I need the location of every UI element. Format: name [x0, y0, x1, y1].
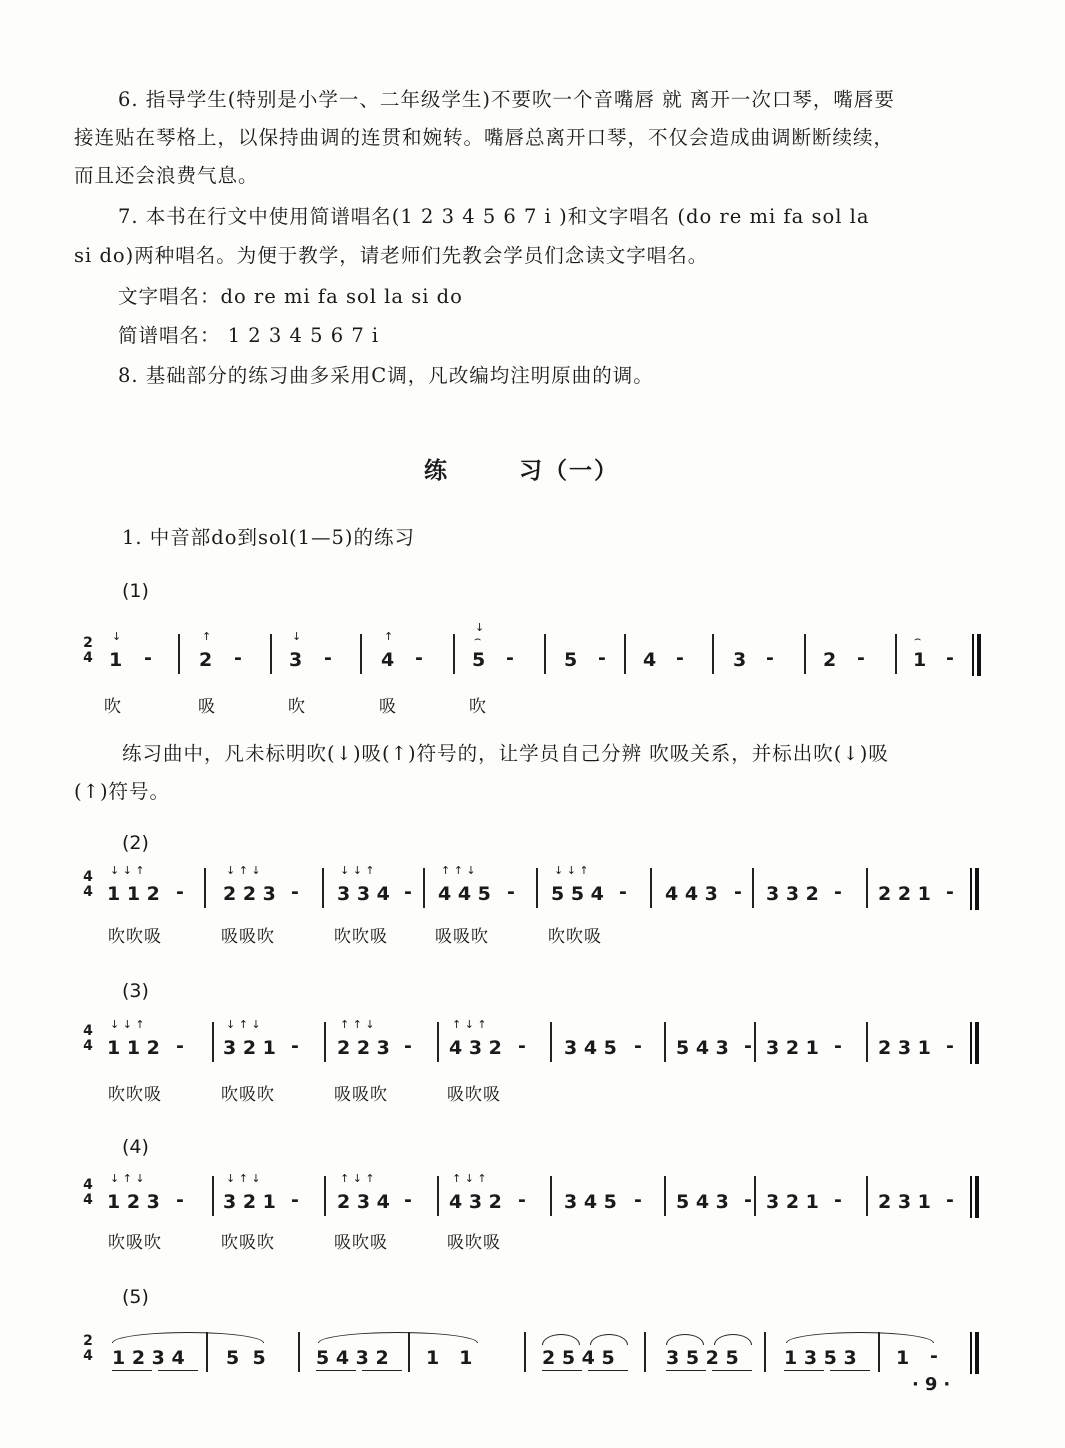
- exercise-4-label: (4): [122, 1136, 149, 1158]
- exercise-3-lyric: 吸吹吸: [447, 1085, 501, 1105]
- exercise-2-lyric: 吹吹吸: [334, 927, 388, 947]
- page-number: ·9·: [912, 1374, 957, 1395]
- exercise-3-lyric: 吹吸吹: [221, 1085, 275, 1105]
- exercise-1-lyric: 吸: [379, 697, 397, 717]
- exercise-3-label: (3): [122, 980, 149, 1002]
- subsection-heading: 1. 中音部do到sol(1—5)的练习: [122, 526, 416, 549]
- exercise-2-lyric: 吸吸吹: [221, 927, 275, 947]
- exercise-1-staff: 2 4 ↓ 1 - ↑ 2 - ↓ 3 - ↑ 4 - ↓ ⌢ 5 - 5 - 4 - 3 - 2 - ⌢ 1 -: [78, 628, 990, 688]
- para-6-line-1: 6. 指导学生(特别是小学一、二年级学生)不要吹一个音嘴唇 就 离开一次口琴，嘴唇要: [118, 88, 895, 111]
- exercise-4-lyric: 吸吹吸: [447, 1233, 501, 1253]
- jianpu-solfege-names: 简谱唱名： 1 2 3 4 5 6 7 i: [118, 324, 380, 347]
- time-signature: 4 4: [83, 1023, 93, 1054]
- time-signature: 2 4: [83, 1333, 93, 1364]
- exercise-1-lyric: 吹: [288, 697, 306, 717]
- para-6-line-3: 而且还会浪费气息。: [74, 164, 259, 187]
- breath-note-line-1: 练习曲中，凡未标明吹(↓)吸(↑)符号的，让学员自己分辨 吹吸关系，并标出吹(↓)吸: [122, 742, 889, 765]
- time-signature: 4 4: [83, 1177, 93, 1208]
- exercise-1-lyric: 吹: [104, 697, 122, 717]
- breath-note-line-2: (↑)符号。: [74, 780, 171, 803]
- para-6-line-2: 接连贴在琴格上，以保持曲调的连贯和婉转。嘴唇总离开口琴，不仅会造成曲调断断续续，: [74, 126, 895, 149]
- time-signature: 2 4: [83, 635, 93, 666]
- exercise-2-staff: 4 4 ↓ ↓ ↑ 1 1 2 - ↓ ↑ ↓ 2 2 3 - ↓ ↓ ↑ 3 3 4 - ↑ ↑ ↓ 4 4 5 - ↓ ↓ ↑ 5 5 4 - 4 4 3 - 3 3 2 - 2 2 1 -: [78, 862, 990, 922]
- exercise-3-lyric: 吸吸吹: [334, 1085, 388, 1105]
- exercise-5-label: (5): [122, 1286, 149, 1308]
- exercise-2-label: (2): [122, 832, 149, 854]
- para-7-line-2: si do)两种唱名。为便于教学，请老师们先教会学员们念读文字唱名。: [74, 244, 709, 267]
- exercise-3-staff: 4 4 ↓ ↓ ↑ 1 1 2 - ↓ ↑ ↓ 3 2 1 - ↑ ↑ ↓ 2 2 3 - ↑ ↓ ↑ 4 3 2 - 3 4 5 - 5 4 3 - 3 2 1 - 2 3 1 -: [78, 1016, 990, 1076]
- text-solfege-names: 文字唱名：do re mi fa sol la si do: [118, 285, 463, 308]
- exercise-3-lyric: 吹吹吸: [108, 1085, 162, 1105]
- section-title: 练 习（一）: [424, 457, 619, 484]
- exercise-2-lyric: 吸吸吹: [435, 927, 489, 947]
- exercise-4-staff: 4 4 ↓ ↑ ↓ 1 2 3 - ↓ ↑ ↓ 3 2 1 - ↑ ↓ ↑ 2 3 4 - ↑ ↓ ↑ 4 3 2 - 3 4 5 - 5 4 3 - 3 2 1 - 2 3 1 -: [78, 1170, 990, 1230]
- para-8: 8. 基础部分的练习曲多采用C调，凡改编均注明原曲的调。: [118, 364, 654, 387]
- exercise-2-lyric: 吹吹吸: [548, 927, 602, 947]
- exercise-1-lyric: 吹: [469, 697, 487, 717]
- exercise-1-label: (1): [122, 580, 149, 602]
- exercise-1-lyric: 吸: [198, 697, 216, 717]
- exercise-2-lyric: 吹吹吸: [108, 927, 162, 947]
- exercise-4-lyric: 吹吸吹: [108, 1233, 162, 1253]
- exercise-5-staff: 2 4 1 2 3 4 5 5 5 4 3 2 1 1 2 5 4 5 3 5 2 5 1 3 5 3 1 -: [78, 1326, 990, 1386]
- exercise-4-lyric: 吸吹吸: [334, 1233, 388, 1253]
- time-signature: 4 4: [83, 869, 93, 900]
- exercise-4-lyric: 吹吸吹: [221, 1233, 275, 1253]
- para-7-line-1: 7. 本书在行文中使用简谱唱名(1 2 3 4 5 6 7 i )和文字唱名 (do re mi fa sol la: [118, 205, 870, 228]
